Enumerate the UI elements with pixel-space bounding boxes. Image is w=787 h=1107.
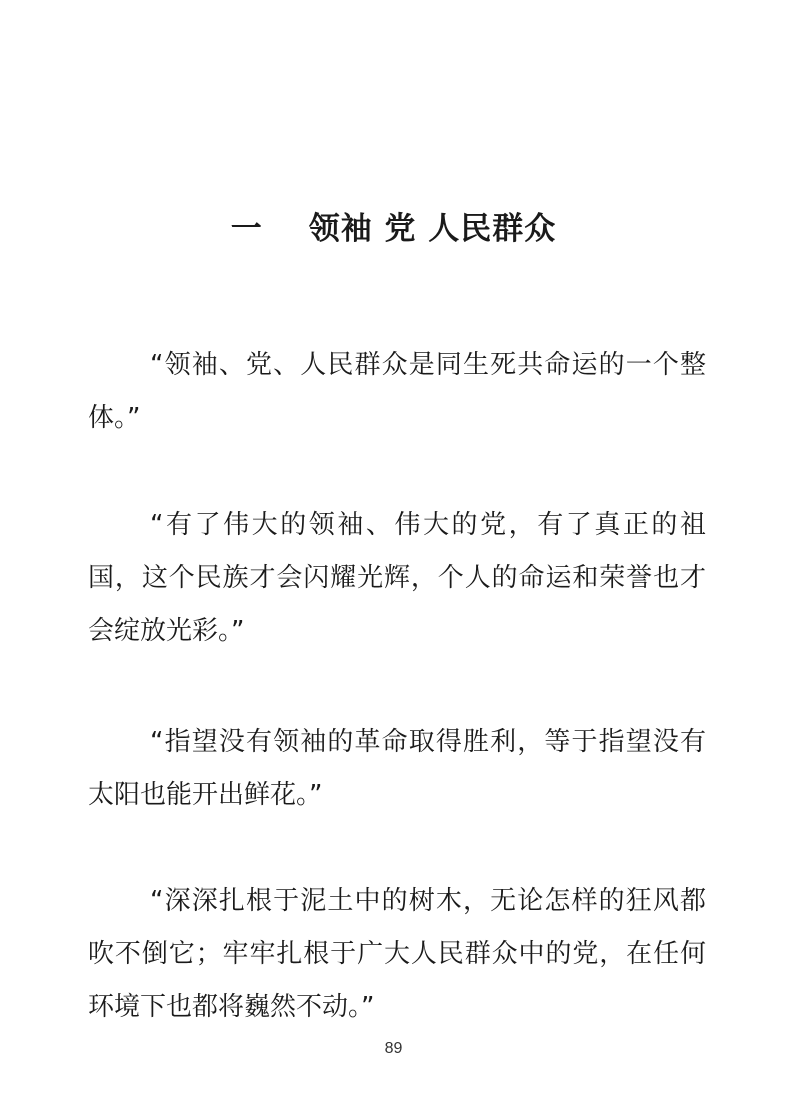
quote-paragraph-1: “领袖、党、人民群众是同生死共命运的一个整体。” (88, 350, 706, 433)
section-number: 一 (230, 211, 263, 247)
quote-paragraph-2: “有了伟大的领袖、伟大的党，有了真正的祖国，这个民族才会闪耀光辉，个人的命运和荣誉也才会绽放光彩。” (88, 510, 706, 646)
page-number: 89 (384, 1040, 403, 1057)
quote-paragraph-3: “指望没有领袖的革命取得胜利，等于指望没有太阳也能开出鲜花。” (88, 727, 706, 810)
quote-paragraph-4: “深深扎根于泥土中的树木，无论怎样的狂风都吹不倒它；牢牢扎根于广大人民群众中的党，在任何环境下也都将巍然不动。” (88, 886, 706, 1022)
section-heading (0, 205, 787, 253)
section-title-text: 领袖 党 人民群众 (308, 211, 557, 247)
